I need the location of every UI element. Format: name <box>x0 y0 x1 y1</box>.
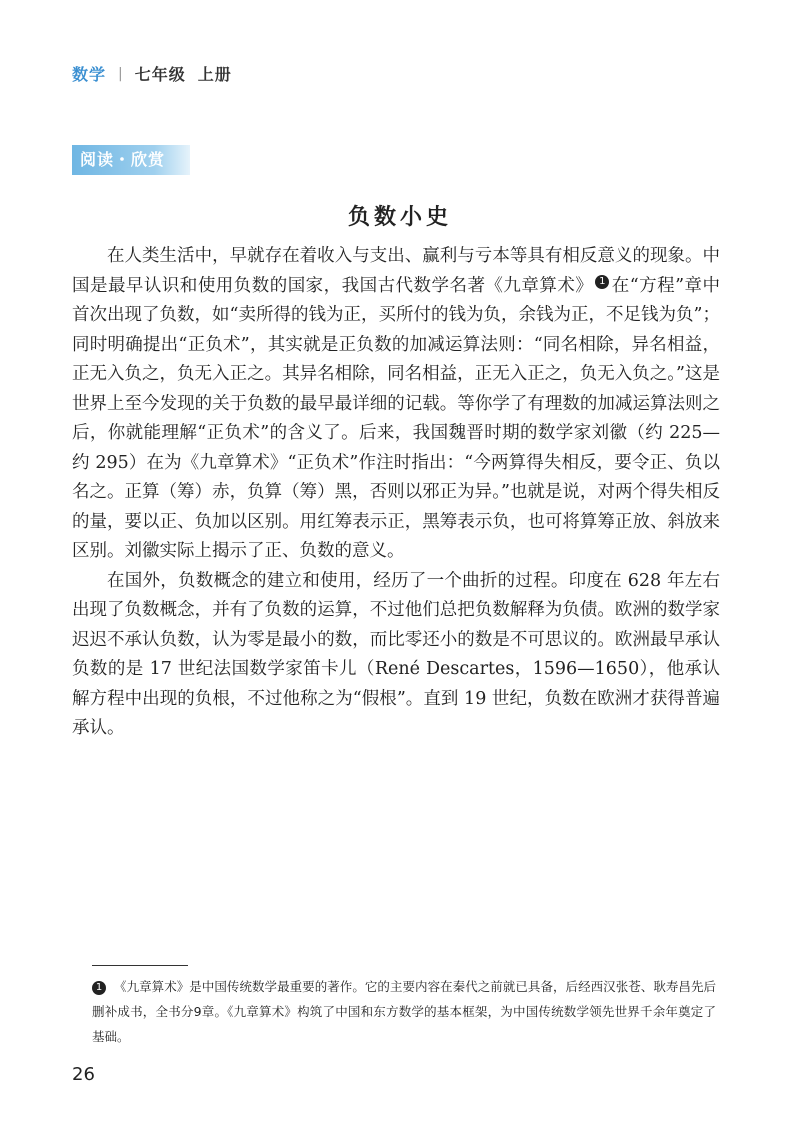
footnote-divider <box>92 965 188 966</box>
paragraph-1 <box>72 242 720 567</box>
article-body <box>72 242 720 744</box>
footnote-marker: 1 <box>92 981 106 995</box>
footnote-reference-marker: 1 <box>595 275 609 289</box>
header-subject: 数学 <box>72 65 107 84</box>
header-separator: | <box>118 65 123 82</box>
footnote <box>92 974 716 1049</box>
header-grade: 七年级 <box>134 65 186 84</box>
page-number: 26 <box>72 1064 95 1085</box>
section-tag: 阅读・欣赏 <box>72 145 190 175</box>
header-volume: 上册 <box>197 65 232 84</box>
footnote-text: 《九章算术》是中国传统数学最重要的著作。它的主要内容在秦代之前就已具备，后经西汉张苍、耿寿昌先后删补成书，全书分9章。《九章算术》构筑了中国和东方数学的基本框架，为中国传统数学领先世界千余年奠定了基础。 <box>92 979 716 1044</box>
article-title: 负数小史 <box>347 205 452 230</box>
paragraph-2: 在国外，负数概念的建立和使用，经历了一个曲折的过程。印度在 628 年左右出现了负数概念，并有了负数的运算，不过他们总把负数解释为负债。欧洲的数学家迟迟不承认负数，认为零是最小的数，而比零还小的数是不可思议的。欧洲最早承认负数的是 17 世纪法国数学家笛卡儿（René Descartes，1596—1650），他承认解方程中出现的负根，不过他称之为“假根”。直到 19 世纪，负数在欧洲才获得普遍承认。 <box>72 570 720 738</box>
running-header <box>72 62 232 85</box>
paragraph-1-part-a: 在人类生活中，早就存在着收入与支出、赢利与亏本等具有相反意义的现象。中国是最早认识和使用负数的国家，我国古代数学名著《九章算术》 <box>72 246 720 296</box>
paragraph-1-part-b: 在“方程”章中首次出现了负数，如“卖所得的钱为正，买所付的钱为负，余钱为正，不足钱为负”；同时明确提出“正负术”，其实就是正负数的加减运算法则：“同名相除，异名相益，正无入负之，负无入正之。其异名相除，同名相益，正无入正之，负无入负之。”这是世界上至今发现的关于负数的最早最详细的记载。等你学了有理数的加减运算法则之后，你就能理解“正负术”的含义了。后来，我国魏晋时期的数学家刘徽（约 225—约 295）在为《九章算术》“正负术”作注时指出：“今两算得失相反，要令正、负以名之。正算（筹）赤，负算（筹）黑，否则以邪正为异。”也就是说，对两个得失相反的量，要以正、负加以区别。用红筹表示正，黑筹表示负，也可将算筹正放、斜放来区别。刘徽实际上揭示了正、负数的意义。 <box>72 275 720 561</box>
